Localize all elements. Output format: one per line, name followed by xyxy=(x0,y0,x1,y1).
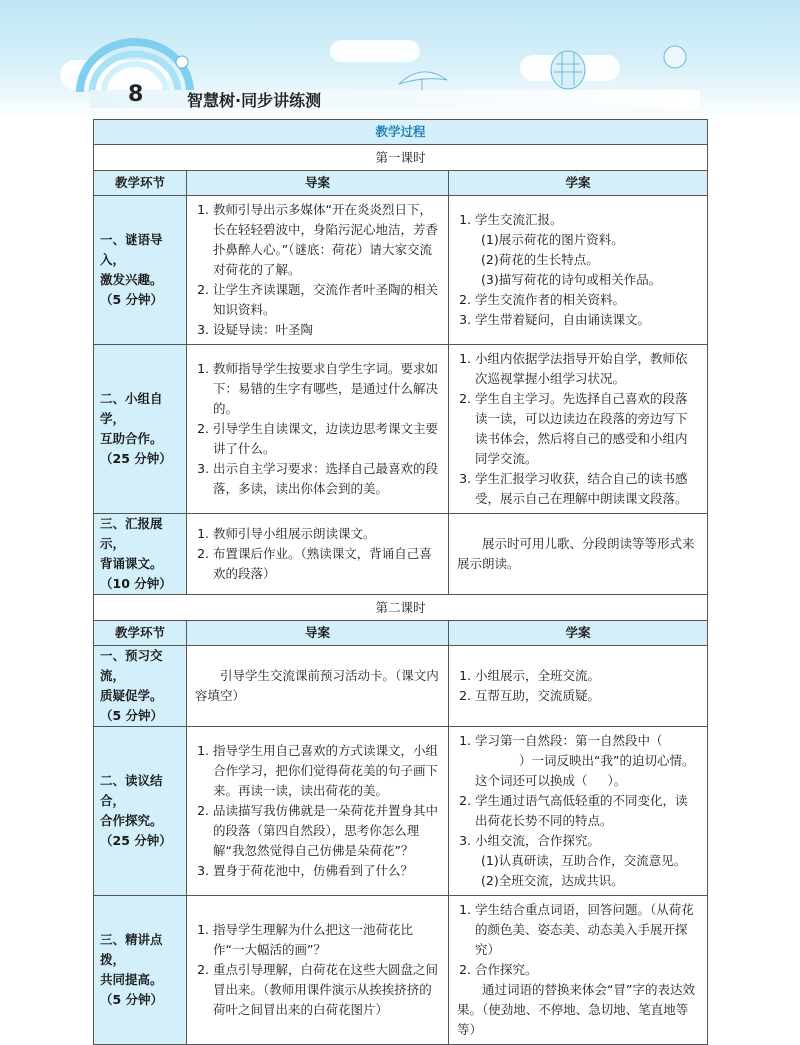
column-header-row xyxy=(94,171,708,196)
list-item: 2. 互帮互助，交流质疑。 xyxy=(475,686,699,706)
study-paragraph: 通过词语的替换来体会“冒”字的表达效果。（使劲地、不停地、急切地、笔直地等等） xyxy=(457,982,695,1037)
sub-item: (2)荷花的生长特点。 xyxy=(481,252,599,267)
guide-cell xyxy=(187,345,449,514)
list-item: 3. 学生汇报学习收获，结合自己的读书感受，展示自己在理解中朗读课文段落。 xyxy=(475,469,699,509)
list-item: 3. 设疑导读：叶圣陶 xyxy=(213,320,440,340)
list-item: 1. 指导学生理解为什么把这一池荷花比作“一大幅活的画”？ xyxy=(213,920,440,960)
guide-cell xyxy=(187,727,449,896)
sub-item: (1)认真研读，互助合作，交流意见。 xyxy=(481,853,687,868)
header-bar xyxy=(90,90,700,108)
table-row xyxy=(94,345,708,514)
list-item: 2. 学生通过语气高低轻重的不同变化，读出荷花长势不同的特点。 xyxy=(475,791,699,831)
stage-line: （5 分钟） xyxy=(100,708,164,723)
sub-item: (1)展示荷花的图片资料。 xyxy=(481,232,624,247)
stage-line: 三、精讲点拨， xyxy=(100,932,163,967)
stage-line: （25 分钟） xyxy=(100,833,172,848)
table-row xyxy=(94,727,708,896)
list-item: 1. 教师引导小组展示朗读课文。 xyxy=(213,524,440,544)
fill-text: ）。 xyxy=(607,773,627,788)
stage-line: 互助合作。 xyxy=(100,431,163,446)
list-item: 2. 布置课后作业。（熟读课文，背诵自己喜欢的段落） xyxy=(213,544,440,584)
stage-cell xyxy=(94,514,187,595)
list-item: 1. 小组展示，全班交流。 xyxy=(475,666,699,686)
stage-cell xyxy=(94,896,187,1045)
item-text: 小组交流，合作探究。 xyxy=(475,833,601,848)
guide-cell xyxy=(187,646,449,727)
item-text: 学生交流汇报。 xyxy=(475,212,563,227)
column-study: 学案 xyxy=(449,621,708,646)
list-item: 2. 学生交流作者的相关资料。 xyxy=(475,290,699,310)
stage-line: 一、谜语导入， xyxy=(100,232,163,267)
list-item: 3. 置身于荷花池中，仿佛看到了什么？ xyxy=(213,861,440,881)
study-cell xyxy=(449,196,708,345)
list-item: 2. 重点引导理解，白荷花在这些大圆盘之间冒出来。（教师用课件演示从挨挨挤挤的荷叶之间冒出来的白荷花图片） xyxy=(213,960,440,1020)
table-row xyxy=(94,514,708,595)
study-cell xyxy=(449,646,708,727)
table-row xyxy=(94,196,708,345)
stage-line: 背诵课文。 xyxy=(100,556,163,571)
list-item: 1. 指导学生用自己喜欢的方式读课文，小组合作学习，把你们觉得荷花美的句子画下来。再读一读，读出荷花的美。 xyxy=(213,741,440,801)
list-item: 2. 合作探究。 xyxy=(475,960,699,980)
list-item: 1. 学生结合重点词语，回答问题。（从荷花的颜色美、姿态美、动态美入手展开探究） xyxy=(475,900,699,960)
cloud-decoration xyxy=(330,40,420,62)
study-paragraph: 展示时可用儿歌、分段朗读等等形式来展示朗读。 xyxy=(457,536,695,571)
fill-text: 学习第一自然段：第一自然段中（ xyxy=(475,733,663,748)
list-item: 3. 学生带着疑问，自由诵读课文。 xyxy=(475,310,699,330)
stage-cell xyxy=(94,646,187,727)
stage-line: 三、汇报展示， xyxy=(100,516,163,551)
book-title: 智慧树·同步讲练测 xyxy=(187,91,322,110)
list-item: 2. 品读描写我仿佛就是一朵荷花并置身其中的段落（第四自然段），思考你怎么理解“我忽然觉得自己仿佛是朵荷花”？ xyxy=(213,801,440,861)
list-item: 2. 引导学生自读课文，边读边思考课文主要讲了什么。 xyxy=(213,419,440,459)
table-banner: 教学过程 xyxy=(94,120,708,145)
list-item: 3. 出示自主学习要求：选择自己最喜欢的段落，多读，读出你体会到的美。 xyxy=(213,459,440,499)
study-cell xyxy=(449,345,708,514)
stage-line: （25 分钟） xyxy=(100,451,172,466)
stage-line: 激发兴趣。 xyxy=(100,272,163,287)
guide-cell xyxy=(187,196,449,345)
list-item: 2. 让学生齐读课题，交流作者叶圣陶的相关知识资料。 xyxy=(213,280,440,320)
column-stage: 教学环节 xyxy=(94,171,187,196)
sub-item: (3)描写荷花的诗句或相关作品。 xyxy=(481,272,662,287)
stage-line: 二、小组自学， xyxy=(100,391,163,426)
stage-line: 共同提高。 xyxy=(100,972,163,987)
lesson-two-title: 第二课时 xyxy=(94,595,708,621)
list-item: 1. 教师引导出示多媒体“开在炎炎烈日下，长在轻轻碧波中，身陷污泥心地洁，芳香扑鼻醉人心。”（谜底：荷花）请大家交流对荷花的了解。 xyxy=(213,200,440,280)
list-item: 1. 教师指导学生按要求自学生字词。要求如下：易错的生字有哪些，是通过什么解决的。 xyxy=(213,359,440,419)
list-item xyxy=(475,831,699,891)
stage-line: 合作探究。 xyxy=(100,813,163,828)
column-guide: 导案 xyxy=(187,171,449,196)
lesson-plan-table xyxy=(93,119,708,1045)
study-cell xyxy=(449,727,708,896)
table-row xyxy=(94,896,708,1045)
column-study: 学案 xyxy=(449,171,708,196)
page-number: 8 xyxy=(128,82,144,107)
list-item xyxy=(475,731,699,791)
list-item: 2. 学生自主学习。先选择自己喜欢的段落读一读，可以边读边在段落的旁边写下读书体会，然后将自己的感受和小组内同学交流。 xyxy=(475,389,699,469)
stage-cell xyxy=(94,345,187,514)
sub-item: (2)全班交流，达成共识。 xyxy=(481,873,624,888)
study-cell xyxy=(449,514,708,595)
list-item xyxy=(475,210,699,290)
sun-icon xyxy=(662,44,688,70)
guide-paragraph: 引导学生交流课前预习活动卡。（课文内容填空） xyxy=(195,668,439,703)
stage-cell xyxy=(94,727,187,896)
stage-line: （5 分钟） xyxy=(100,992,164,1007)
stage-line: 质疑促学。 xyxy=(100,688,163,703)
stage-line: （10 分钟） xyxy=(100,576,172,591)
stage-line: 一、预习交流， xyxy=(100,648,163,683)
column-stage: 教学环节 xyxy=(94,621,187,646)
study-cell xyxy=(449,896,708,1045)
stage-line: 二、读议结合， xyxy=(100,773,163,808)
table-row xyxy=(94,646,708,727)
stage-cell xyxy=(94,196,187,345)
fill-text: ）一词反映出“我”的迫切心情。这个词还可以换成（ xyxy=(475,753,695,788)
guide-cell xyxy=(187,896,449,1045)
column-guide: 导案 xyxy=(187,621,449,646)
column-header-row xyxy=(94,621,708,646)
lesson-one-title: 第一课时 xyxy=(94,145,708,171)
list-item: 1. 小组内依据学法指导开始自学，教师依次巡视掌握小组学习状况。 xyxy=(475,349,699,389)
guide-cell xyxy=(187,514,449,595)
stage-line: （5 分钟） xyxy=(100,292,164,307)
